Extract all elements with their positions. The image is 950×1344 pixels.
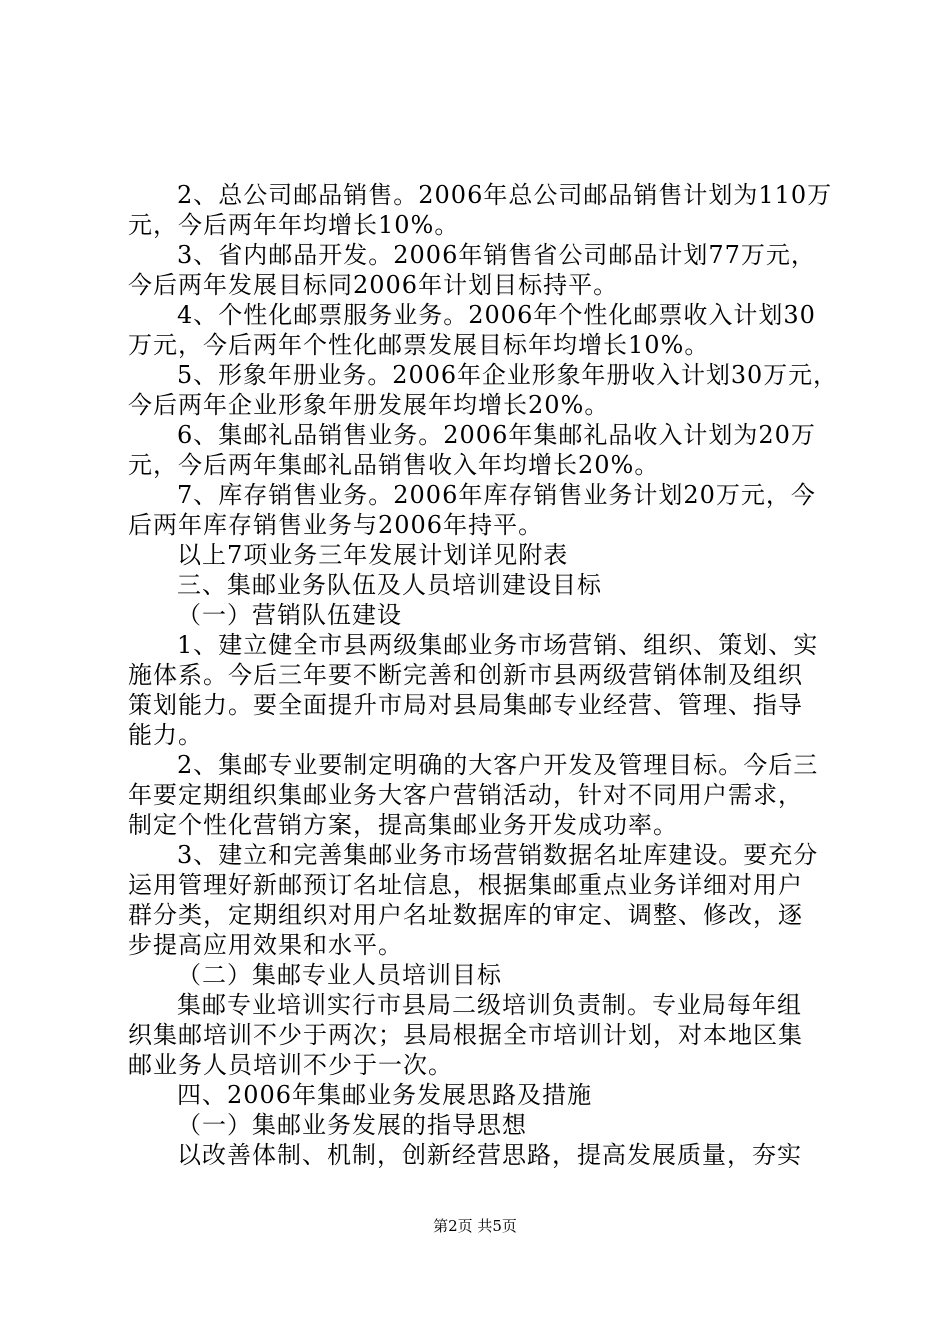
text-line: 7、库存销售业务。2006年库存销售业务计划20万元，今 <box>177 481 816 509</box>
section-heading: 四、2006年集邮业务发展思路及措施 <box>177 1081 593 1109</box>
text-line: 步提高应用效果和水平。 <box>128 931 403 959</box>
text-line: 以改善体制、机制，创新经营思路，提高发展质量，夯实 <box>177 1141 802 1169</box>
subsection-heading: （一）集邮业务发展的指导思想 <box>177 1111 527 1139</box>
text-line: 能力。 <box>128 721 203 749</box>
text-line: 集邮专业培训实行市县局二级培训负责制。专业局每年组 <box>177 991 802 1019</box>
subsection-heading: （二）集邮专业人员培训目标 <box>177 961 502 989</box>
text-line: 2、集邮专业要制定明确的大客户开发及管理目标。今后三 <box>177 751 819 779</box>
text-line: 群分类，定期组织对用户名址数据库的审定、调整、修改，逐 <box>128 901 803 929</box>
text-line: 施体系。今后三年要不断完善和创新市县两级营销体制及组织 <box>128 661 803 689</box>
text-line: 3、省内邮品开发。2006年销售省公司邮品计划77万元， <box>177 241 816 269</box>
text-line: 制定个性化营销方案，提高集邮业务开发成功率。 <box>128 811 678 839</box>
text-line: 元，今后两年集邮礼品销售收入年均增长20%。 <box>128 451 660 479</box>
text-line: 2、总公司邮品销售。2006年总公司邮品销售计划为110万 <box>177 181 833 209</box>
text-line: 织集邮培训不少于两次；县局根据全市培训计划，对本地区集 <box>128 1021 803 1049</box>
text-line: 后两年库存销售业务与2006年持平。 <box>128 511 544 539</box>
text-line: 3、建立和完善集邮业务市场营销数据名址库建设。要充分 <box>177 841 819 869</box>
text-line: 6、集邮礼品销售业务。2006年集邮礼品收入计划为20万 <box>177 421 816 449</box>
text-line: 1、建立健全市县两级集邮业务市场营销、组织、策划、实 <box>177 631 819 659</box>
text-line: 策划能力。要全面提升市局对县局集邮专业经营、管理、指导 <box>128 691 803 719</box>
text-line: 以上7项业务三年发展计划详见附表 <box>177 541 569 569</box>
text-line: 万元，今后两年个性化邮票发展目标年均增长10%。 <box>128 331 710 359</box>
section-heading: 三、集邮业务队伍及人员培训建设目标 <box>177 571 602 599</box>
text-line: 年要定期组织集邮业务大客户营销活动，针对不同用户需求， <box>128 781 803 809</box>
text-line: 运用管理好新邮预订名址信息，根据集邮重点业务详细对用户 <box>128 871 803 899</box>
page-number-footer: 第2页 共5页 <box>433 1217 517 1235</box>
text-line: 5、形象年册业务。2006年企业形象年册收入计划30万元， <box>177 361 838 389</box>
subsection-heading: （一）营销队伍建设 <box>177 601 402 629</box>
text-line: 元，今后两年年均增长10%。 <box>128 211 460 239</box>
text-line: 今后两年企业形象年册发展年均增长20%。 <box>128 391 610 419</box>
text-line: 4、个性化邮票服务业务。2006年个性化邮票收入计划30 <box>177 301 816 329</box>
text-line: 邮业务人员培训不少于一次。 <box>128 1051 453 1079</box>
text-line: 今后两年发展目标同2006年计划目标持平。 <box>128 271 619 299</box>
